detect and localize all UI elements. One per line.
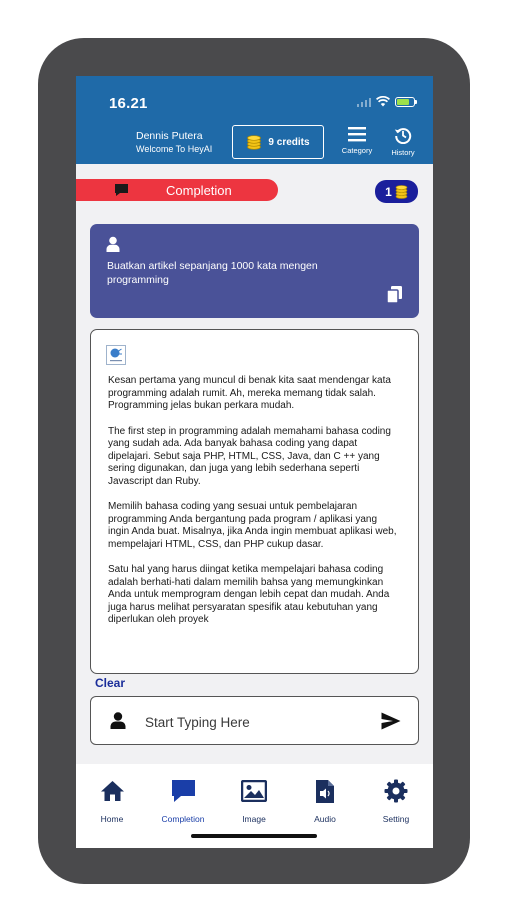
response-text <box>108 375 398 640</box>
home-icon <box>100 780 125 802</box>
completion-mode-pill <box>76 179 278 201</box>
gear-icon <box>384 779 408 803</box>
battery-icon <box>395 97 415 107</box>
nav-label: Setting <box>382 814 410 824</box>
audio-file-icon <box>315 779 335 804</box>
chat-bubble-icon <box>171 779 196 803</box>
counter-value: 1 <box>385 184 392 199</box>
response-paragraph: Satu hal yang harus diingat ketika mempelajari bahasa coding adalah berhati-hati dalam memilih bahsa yang memungkinkan Anda untuk memprogram dengan lebih cepat dan mudah. Anda juga harus melihat persyaratan spesifik atau kebutuhan yang diperlukan oleh proyek <box>108 564 390 625</box>
chat-bubble-icon <box>114 183 129 197</box>
user-icon <box>110 712 126 729</box>
nav-label: Completion <box>161 814 205 824</box>
message-input-box <box>90 696 419 745</box>
prompt-message <box>90 224 419 318</box>
signal-icon <box>357 97 372 107</box>
coins-icon <box>246 134 262 150</box>
response-paragraph: Memilih bahasa coding yang sesuai untuk pembelajaran programming Anda bergantung pada program / aplikasi yang ingin Anda buat. Misalnya, jika Anda ingin membuat aplikasi web, mempelajari HTML, CSS, dan PHP cukup dasar. <box>108 501 397 550</box>
heyai-logo-icon <box>106 345 126 365</box>
nav-image[interactable] <box>224 778 284 824</box>
image-icon <box>241 780 267 802</box>
nav-label: Home <box>100 814 124 824</box>
nav-label: Image <box>242 814 266 824</box>
history-icon <box>394 126 412 144</box>
completion-label: Completion <box>166 183 232 198</box>
category-label: Category <box>341 146 373 155</box>
nav-setting[interactable] <box>366 778 426 824</box>
status-time: 16.21 <box>109 95 148 112</box>
response-paragraph: Kesan pertama yang muncul di benak kita saat mendengar kata programming adalah rumit. Ah, mereka memang tidak salah. Programming jelas bukan perkara mudah. <box>108 375 391 411</box>
app-screen <box>76 76 433 848</box>
prompt-text: Buatkan artikel sepanjang 1000 kata mengen programming <box>107 260 318 286</box>
credits-button[interactable] <box>232 125 324 159</box>
nav-completion[interactable] <box>153 778 213 824</box>
copy-icon[interactable] <box>386 285 404 305</box>
status-icons <box>357 96 416 107</box>
app-header <box>76 76 433 164</box>
completion-counter-badge <box>375 180 418 203</box>
nav-audio[interactable] <box>295 778 355 824</box>
user-icon <box>106 236 120 252</box>
send-icon[interactable] <box>381 712 401 730</box>
coins-icon <box>395 185 408 199</box>
home-indicator[interactable] <box>191 834 317 838</box>
message-input[interactable] <box>143 709 367 735</box>
credits-label: 9 credits <box>268 136 310 148</box>
history-label: History <box>391 148 415 157</box>
user-name: Dennis Putera <box>136 130 203 142</box>
history-button[interactable] <box>383 126 423 157</box>
welcome-text: Welcome To HeyAI <box>136 144 213 154</box>
response-message <box>90 329 419 674</box>
menu-icon <box>348 126 366 142</box>
response-paragraph: The first step in programming adalah memahami bahasa coding yang sudah ada. Ada banyak bahasa coding yang dapat dipelajari. Sebut saja PHP, HTML, CSS, Java, dan C ++ yang sering digunakan, dan juga yang lebih sederhana seperti Javascript dan Ruby. <box>108 425 391 487</box>
nav-home[interactable] <box>82 778 142 824</box>
wifi-icon <box>376 96 390 107</box>
nav-label: Audio <box>314 814 336 824</box>
category-button[interactable] <box>337 126 377 155</box>
clear-button[interactable]: Clear <box>95 676 126 690</box>
